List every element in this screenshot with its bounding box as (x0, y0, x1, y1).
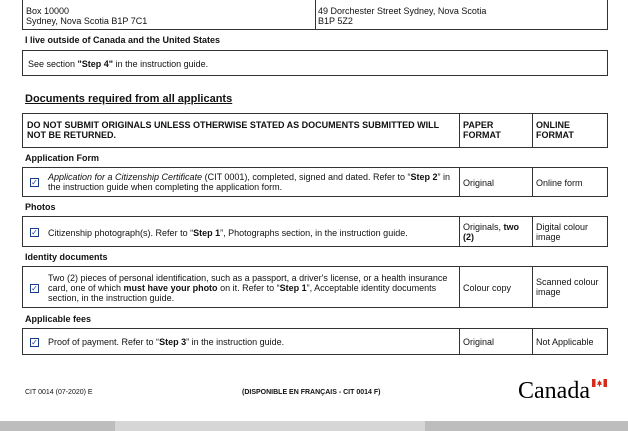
address-divider (315, 0, 316, 29)
address-left-line1: Box 10000 (26, 6, 70, 16)
fees-paper: Original (463, 337, 495, 347)
scrollbar-segment-left (0, 421, 115, 431)
photos-divider-1 (459, 217, 460, 246)
application-form-text: Application for a Citizenship Certificate (CIT 0001), completed, signed and dated. Refer to “Step 2” in the instruction guide when completing the application form. (48, 172, 451, 192)
application-form-paper: Original (463, 178, 495, 188)
scrollbar-segment-right (425, 421, 628, 431)
photos-text: Citizenship photograph(s). Refer to “Step 1”, Photographs section, in the instruction guide. (48, 228, 408, 238)
identity-divider-2 (532, 267, 533, 307)
fees-text: Proof of payment. Refer to “Step 3” in the instruction guide. (48, 337, 285, 347)
header-divider-1 (459, 114, 460, 147)
application-form-divider-2 (532, 168, 533, 196)
identity-online: Scanned colour image (536, 277, 599, 297)
header-divider-2 (532, 114, 533, 147)
fees-checkbox[interactable]: ✓ (31, 338, 38, 347)
viewer-scrollbar[interactable] (0, 421, 628, 431)
photos-online: Digital colour image (536, 222, 589, 242)
identity-row (22, 266, 608, 308)
photos-label: Photos (25, 202, 56, 212)
address-right-line1: 49 Dorchester Street Sydney, Nova Scotia (318, 6, 487, 16)
form-code: CIT 0014 (07-2020) E (25, 389, 93, 396)
application-form-label: Application Form (25, 153, 99, 163)
header-online-format: ONLINE FORMAT (536, 120, 574, 140)
photos-divider-2 (532, 217, 533, 246)
outside-text: See section "Step 4" in the instruction guide. (28, 59, 209, 69)
identity-text: Two (2) pieces of personal identification, such as a passport, a driver's license, or a health insurance card, one of which must have your photo on it. Refer to “Step 1”, Acceptable identity documents section, in the instruction guide. (48, 273, 448, 303)
application-form-divider-1 (459, 168, 460, 196)
application-form-online: Online form (536, 178, 583, 188)
identity-divider-1 (459, 267, 460, 307)
fees-divider-1 (459, 329, 460, 354)
outside-heading: I live outside of Canada and the United States (25, 35, 221, 45)
application-form-row (22, 167, 608, 197)
address-left-line2: Sydney, Nova Scotia B1P 7C1 (26, 16, 148, 26)
documents-header-row (22, 113, 608, 148)
identity-label: Identity documents (25, 252, 108, 262)
header-paper-format: PAPER FORMAT (463, 120, 501, 140)
address-right-line2: B1P 5Z2 (318, 16, 353, 26)
identity-paper: Colour copy (463, 283, 512, 293)
photos-paper: Originals, two (2) (463, 222, 520, 242)
address-box (22, 0, 608, 30)
fees-row (22, 328, 608, 355)
canada-wordmark-text: Canada (518, 378, 590, 404)
outside-box (22, 50, 608, 76)
header-warning: DO NOT SUBMIT ORIGINALS UNLESS OTHERWISE STATED AS DOCUMENTS SUBMITTED WILL NOT BE RETURNED. (27, 120, 440, 140)
french-notice: (DISPONIBLE EN FRANÇAIS - CIT 0014 F) (242, 389, 381, 396)
fees-online: Not Applicable (536, 337, 594, 347)
canada-flag-icon (592, 379, 607, 387)
photos-row (22, 216, 608, 247)
identity-checkbox[interactable]: ✓ (31, 284, 38, 293)
photos-checkbox[interactable]: ✓ (31, 228, 38, 237)
application-form-checkbox[interactable]: ✓ (31, 178, 38, 187)
canada-wordmark (518, 378, 610, 404)
fees-label: Applicable fees (25, 314, 92, 324)
documents-title: Documents required from all applicants (25, 93, 233, 105)
fees-divider-2 (532, 329, 533, 354)
